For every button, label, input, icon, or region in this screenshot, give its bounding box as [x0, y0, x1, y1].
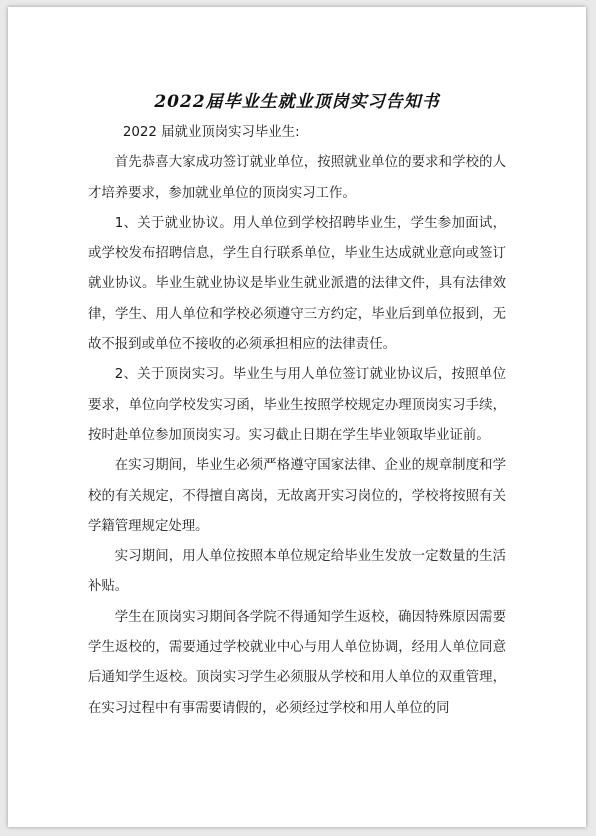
paragraph-conduct: 在实习期间，毕业生必须严格遵守国家法律、企业的规章制度和学校的有关规定，不得擅自离岗，无故离开实习岗位的，学校将按照有关学籍管理规定处理。 — [88, 458, 506, 534]
paragraph-employment-agreement: 1、关于就业协议。用人单位到学校招聘毕业生，学生参加面试，或学校发布招聘信息，学生自行联系单位，毕业生达成就业意向或签订就业协议。毕业生就业协议是毕业生就业派遣的法律文件，具有法律效律，学生、用人单位和学校必须遵守三方约定，毕业后到单位报到，无故不报到或单位不接收的必须承担相应的法律责任。 — [88, 215, 506, 353]
document-body — [88, 118, 506, 724]
paragraph-intro: 首先恭喜大家成功签订就业单位，按照就业单位的要求和学校的人才培养要求，参加就业单位的顶岗实习工作。 — [88, 155, 506, 201]
paragraph-allowance: 实习期间，用人单位按照本单位规定给毕业生发放一定数量的生活补贴。 — [88, 549, 506, 595]
salutation: 2022 届就业顶岗实习毕业生: — [122, 125, 300, 140]
paragraph-return-to-school: 学生在顶岗实习期间各学院不得通知学生返校，确因特殊原因需要学生返校的，需要通过学校就业中心与用人单位协调，经用人单位同意后通知学生返校。顶岗实习学生必须服从学校和用人单位的双重管理，在实习过程中有事需要请假的，必须经过学校和用人单位的同 — [88, 609, 506, 716]
document-page — [8, 7, 586, 827]
document-title: 2022届毕业生就业顶岗实习告知书 — [154, 92, 440, 112]
paragraph-internship: 2、关于顶岗实习。毕业生与用人单位签订就业协议后，按照单位要求，单位向学校发实习函，毕业生按照学校规定办理顶岗实习手续，按时赴单位参加顶岗实习。实习截止日期在学生毕业领取毕业证前。 — [88, 367, 506, 443]
